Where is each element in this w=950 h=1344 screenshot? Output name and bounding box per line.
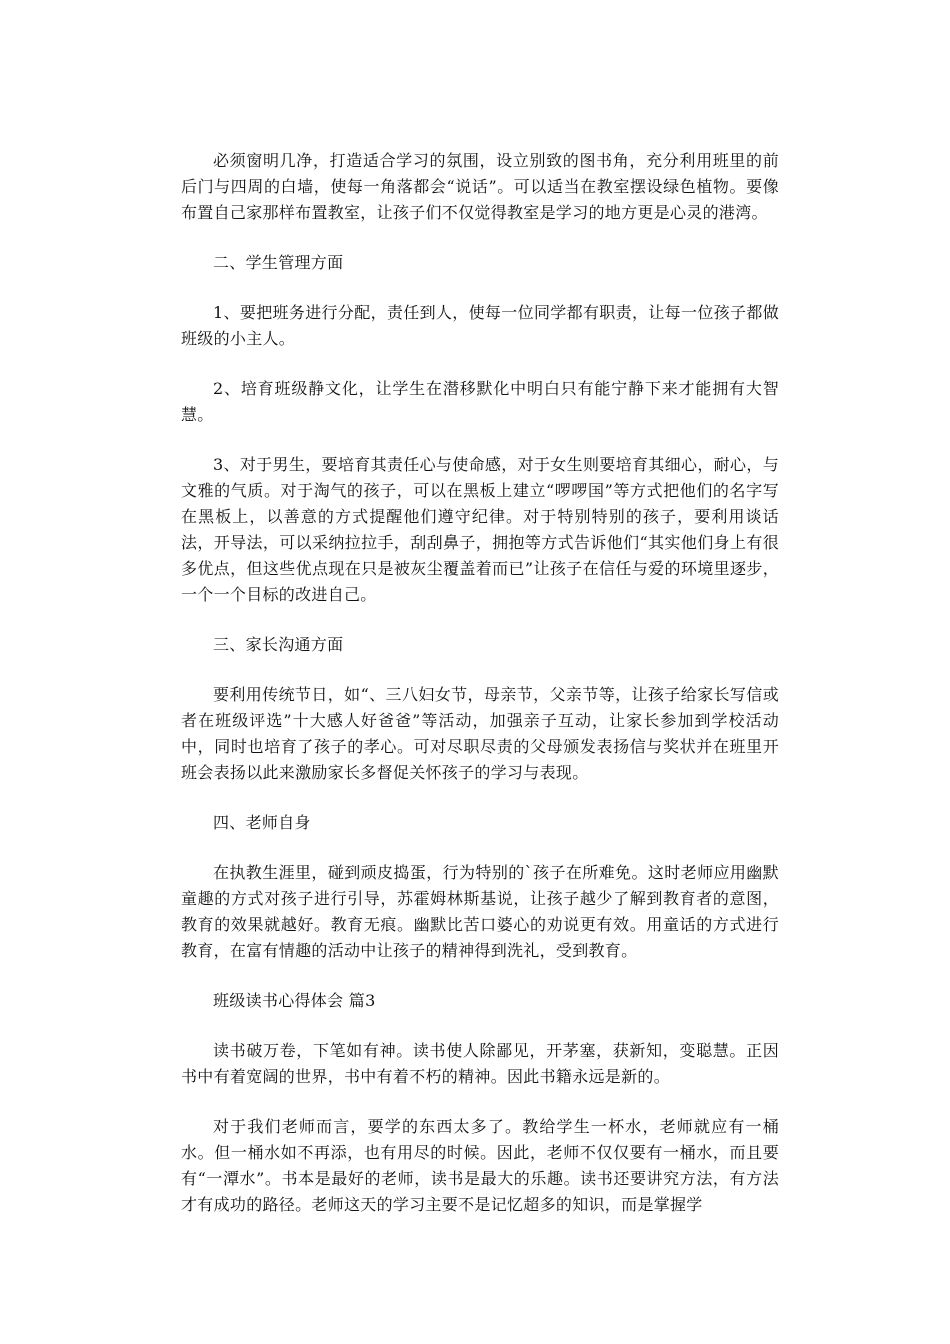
paragraph-holiday-activities: 要利用传统节日，如“、三八妇女节，母亲节，父亲节等，让孩子给家长写信或者在班级评选”十大感人好爸爸”等活动，加强亲子互动，让家长参加到学校活动中，同时也培育了孩子的孝心。可对尽职尽责的父母颁发表扬信与奖状并在班里开班会表扬以此来激励家长多督促关怀孩子的学习与表现。: [181, 685, 779, 782]
heading-parent-communication: 三、家长沟通方面: [213, 635, 344, 654]
heading-student-management: 二、学生管理方面: [213, 253, 344, 272]
paragraph-reading-value: 读书破万卷，下笔如有神。读书使人除鄙见，开茅塞，获新知，变聪慧。正因书中有着宽阔的世界，书中有着不朽的精神。因此书籍永远是新的。: [181, 1041, 779, 1086]
document-body: [181, 148, 779, 1242]
paragraph-boys-girls-guidance: 3、对于男生，要培育其责任心与使命感，对于女生则要培育其细心，耐心，与文雅的气质。对于淘气的孩子，可以在黑板上建立“啰啰国”等方式把他们的名字写在黑板上，以善意的方式提醒他们遵守纪律。对于特别特别的孩子，要利用谈话法，开导法，可以采纳拉拉手，刮刮鼻子，拥抱等方式告诉他们“其实他们身上有很多优点，但这些优点现在只是被灰尘覆盖着而已”让孩子在信任与爱的环境里逐步，一个一个目标的改进自己。: [181, 455, 779, 604]
paragraph-quiet-culture: 2、培育班级静文化，让学生在潜移默化中明白只有能宁静下来才能拥有大智慧。: [181, 379, 779, 424]
paragraph-humor-education: 在执教生涯里，碰到顽皮捣蛋，行为特别的`孩子在所难免。这时老师应用幽默童趣的方式对孩子进行引导，苏霍姆林斯基说，让孩子越少了解到教育者的意图，教育的效果就越好。教育无痕。幽默比苦口婆心的劝说更有效。用童话的方式进行教育，在富有情趣的活动中让孩子的精神得到洗礼，受到教育。: [181, 863, 779, 960]
paragraph-classroom-layout: 必须窗明几净，打造适合学习的氛围，设立别致的图书角，充分利用班里的前后门与四周的白墙，使每一角落都会“说话”。可以适当在教室摆设绿色植物。要像布置自己家那样布置教室，让孩子们不仅觉得教室是学习的地方更是心灵的港湾。: [181, 151, 779, 222]
heading-reading-reflection-part3: 班级读书心得体会 篇3: [213, 991, 376, 1010]
paragraph-duty-assignment: 1、要把班务进行分配，责任到人，使每一位同学都有职责，让每一位孩子都做班级的小主人。: [181, 303, 779, 348]
heading-teacher-self: 四、老师自身: [213, 813, 311, 832]
paragraph-teacher-learning: 对于我们老师而言，要学的东西太多了。教给学生一杯水，老师就应有一桶水。但一桶水如不再添，也有用尽的时候。因此，老师不仅仅要有一桶水，而且要有“一潭水”。书本是最好的老师，读书是最大的乐趣。读书还要讲究方法，有方法才有成功的路径。老师这天的学习主要不是记忆超多的知识，而是掌握学: [181, 1117, 779, 1214]
